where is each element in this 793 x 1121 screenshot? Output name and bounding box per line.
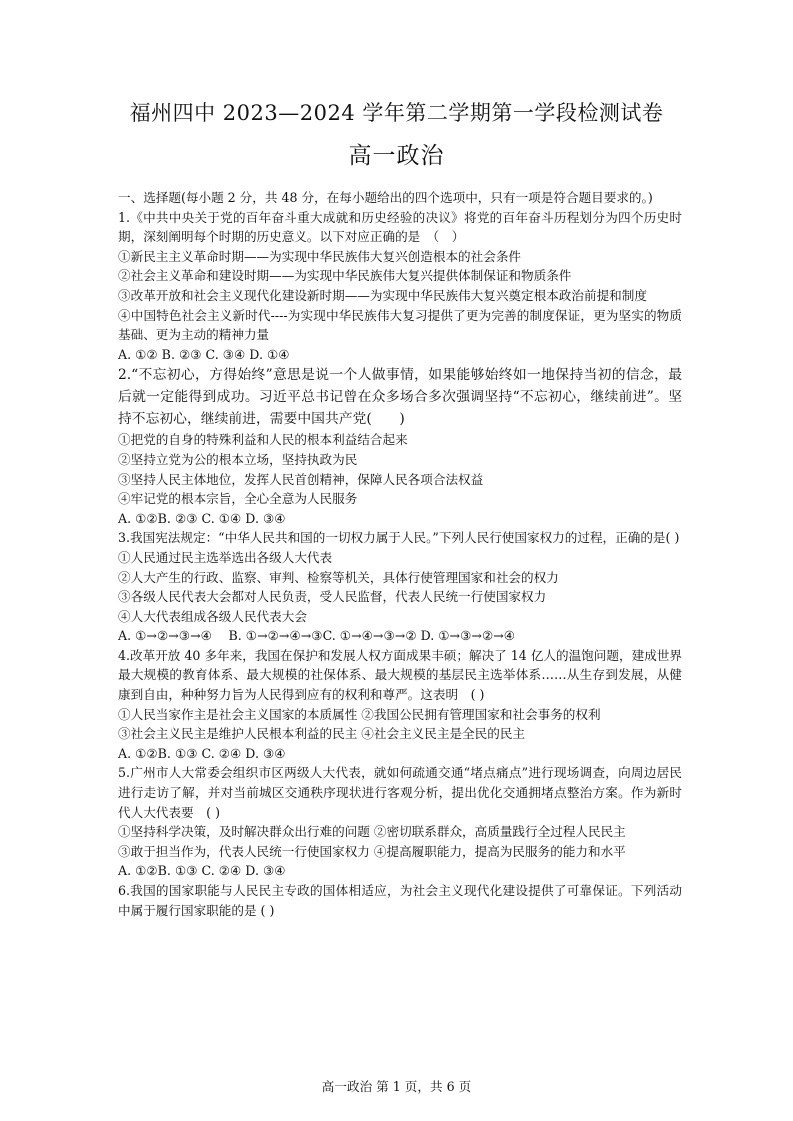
question-options: A. ①② B. ②③ C. ③④ D. ①④ — [118, 346, 290, 362]
question-item: ④中国特色社会主义新时代----为实现中华民族伟大复习提供了更为完善的制度保证，更为坚实的物质基础、更为主动的精神力量 — [118, 307, 682, 343]
question-stem: 5.广州市人大常委会组织市区两级人大代表，就如何疏通交通“堵点痛点”进行现场调查，向周边居民进行走访了解，并对当前城区交通秩序现状进行客观分析，提出优化交通拥堵点整治方案。作为新时代人大代表要 ( ) — [118, 765, 682, 820]
question-options: A. ①②B. ②③ C. ①④ D. ③④ — [118, 510, 286, 526]
question-item: ③各级人民代表大会都对人民负责，受人民监督，代表人民统一行使国家权力 — [118, 589, 547, 605]
question-stem: 6.我国的国家职能与人民民主专政的国体相适应，为社会主义现代化建设提供了可靠保证。下列活动中属于履行国家职能的是 ( ) — [118, 883, 682, 918]
question-options: A. ①②B. ①③ C. ②④ D. ③④ — [118, 863, 286, 879]
question-item: ③敢于担当作为，代表人民统一行使国家权力 ④提高履职能力，提高为民服务的能力和水平 — [118, 843, 626, 859]
question-4 — [118, 646, 682, 764]
question-1 — [118, 208, 682, 365]
question-item: ③社会主义民主是维护人民根本利益的民主 ④社会主义民主是全民的民主 — [118, 726, 526, 742]
question-stem: 1.《中共中央关于党的百年奋斗重大成就和历史经验的决议》将党的百年奋斗历程划分为四个历史时期，深刻阐明每个时期的历史意义。以下对应正确的是 （ ） — [118, 209, 682, 245]
question-item: ①新民主主义革命时期——为实现中华民族伟大复兴创造根本的社会条件 — [118, 248, 521, 264]
question-stem: 4.改革开放 40 多年来，我国在保护和发展人权方面成果丰硕；解决了 14 亿人的温饱问题，建成世界最大规模的教育体系、最大规模的社保体系、最大规模的基层民主选举体系……从生存到发展，从健康到自由，种种努力旨为人民得到应有的权利和尊严。这表明 ( ) — [118, 647, 682, 703]
question-item: ②人大产生的行政、监察、审判、检察等机关，具体行使管理国家和社会的权力 — [118, 569, 559, 585]
question-item: ④牢记党的根本宗旨，全心全意为人民服务 — [118, 491, 358, 507]
exam-title: 福州四中 2023—2024 学年第二学期第一学段检测试卷 — [129, 101, 664, 125]
exam-subject: 高一政治 — [348, 143, 445, 169]
question-stem: 2.“不忘初心，方得始终”意思是说一个人做事情，如果能够始终如一地保持当初的信念，最后就一定能得到成功。习近平总书记曾在众多场合多次强调坚持“不忘初心，继续前进”。坚持不忘初心，继续前进，需要中国共产党( ) — [118, 367, 682, 428]
question-item: ①人民通过民主选举选出各级人大代表 — [118, 549, 333, 565]
question-5 — [118, 763, 682, 881]
question-item: ③改革开放和社会主义现代化建设新时期——为实现中华民族伟大复兴奠定根本政治前提和制度 — [118, 287, 647, 303]
question-item: ①坚持科学决策，及时解决群众出行难的问题 ②密切联系群众，高质量践行全过程人民民主 — [118, 824, 626, 840]
page-footer: 高一政治 第 1 页，共 6 页 — [321, 1079, 472, 1094]
question-item: ①把党的自身的特殊利益和人民的根本利益结合起来 — [118, 432, 408, 448]
question-item: ②社会主义革命和建设时期——为实现中华民族伟大复兴提供体制保证和物质条件 — [118, 268, 572, 284]
question-item: ④人大代表组成各级人民代表大会 — [118, 608, 307, 624]
question-item: ②坚持立党为公的根本立场，坚持执政为民 — [118, 451, 358, 467]
question-3 — [118, 528, 682, 646]
question-item: ③坚持人民主体地位，发挥人民首创精神，保障人民各项合法权益 — [118, 471, 484, 487]
section-instructions: 一、选择题(每小题 2 分，共 48 分，在每小题给出的四个选项中，只有一项是符合题目要求的。) — [118, 190, 653, 205]
question-item: ①人民当家作主是社会主义国家的本质属性 ②我国公民拥有管理国家和社会事务的权利 — [118, 706, 601, 722]
question-stem: 3.我国宪法规定：“中华人民共和国的一切权力属于人民。”下列人民行使国家权力的过程，正确的是( ) — [118, 530, 680, 546]
question-2 — [118, 364, 682, 528]
question-options: A. ①→②→③→④ B. ①→②→④→③C. ①→④→③→② D. ①→③→②→④ — [118, 628, 516, 644]
question-options: A. ①②B. ①③ C. ②④ D. ③④ — [118, 745, 286, 761]
question-6 — [118, 881, 682, 920]
exam-content — [118, 188, 682, 920]
